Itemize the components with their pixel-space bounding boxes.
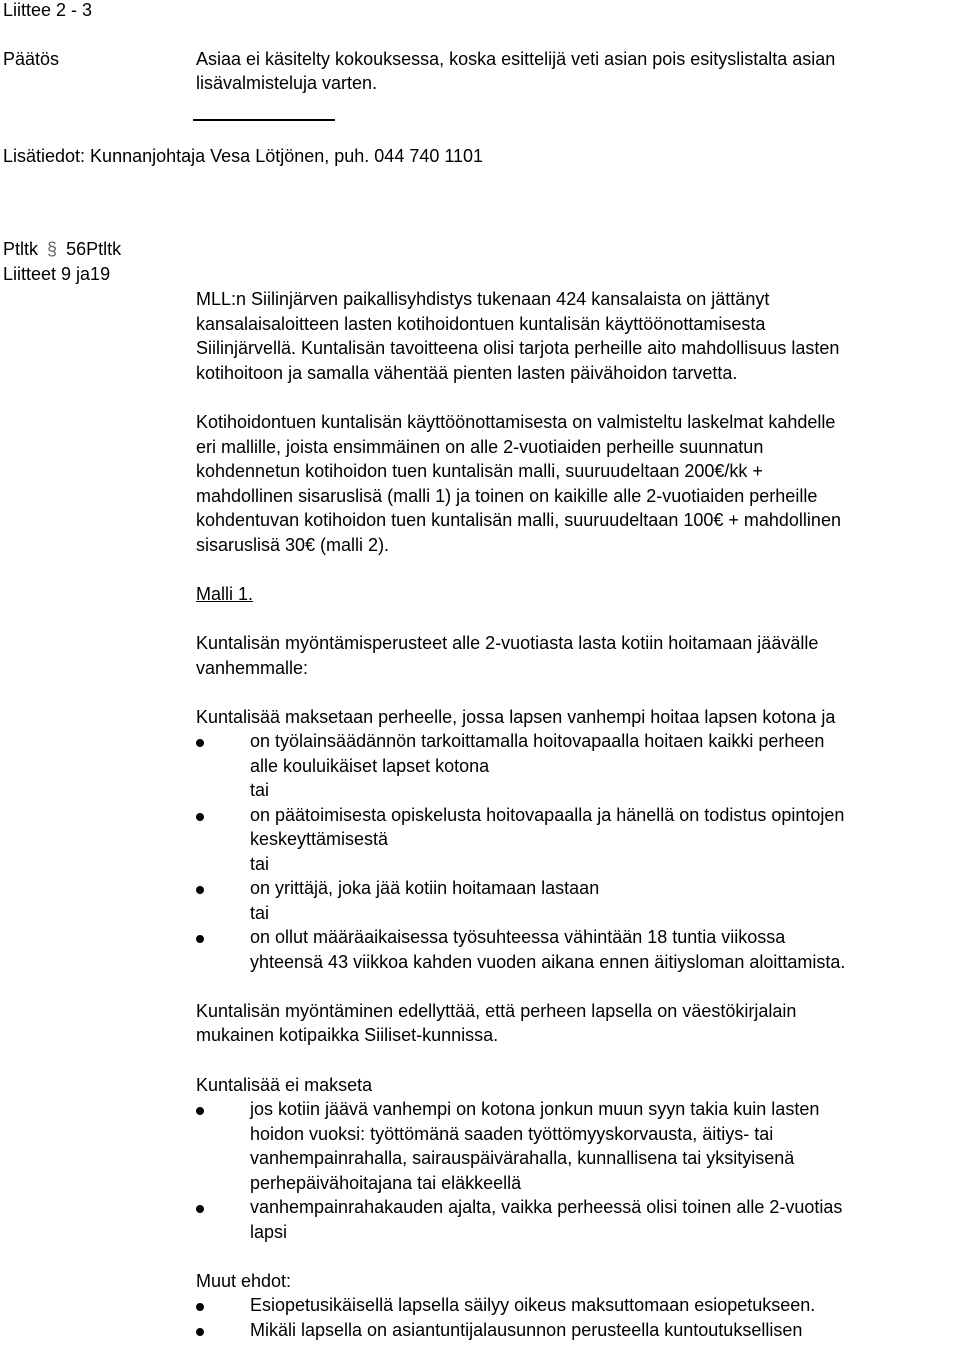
section-number: 56Ptltk — [66, 239, 122, 259]
bullet-icon — [196, 813, 204, 821]
prep-line: eri mallille, joista ensimmäinen on alle 2-vuotiaiden perheille suunnatun — [196, 437, 764, 457]
paid-item-line: keskeyttämisestä — [250, 829, 389, 849]
not-paid-item-line: perhepäivähoitajana tai eläkkeellä — [250, 1173, 522, 1193]
paid-item-line: alle kouluikäiset lapset kotona — [250, 756, 490, 776]
not-paid-item-line: vanhempainrahakauden ajalta, vaikka perheessä olisi toinen alle 2-vuotias — [250, 1197, 843, 1217]
requirement-line: mukainen kotipaikka Siiliset-kunnissa. — [196, 1025, 499, 1045]
decision-line: lisävalmisteluja varten. — [196, 73, 378, 93]
model-heading: Malli 1. — [196, 584, 254, 604]
not-paid-item-line: lapsi — [250, 1222, 288, 1242]
paid-intro: Kuntalisää maksetaan perheelle, jossa lapsen vanhempi hoitaa lapsen kotona ja — [196, 707, 836, 727]
prep-line: Kotihoidontuen kuntalisän käyttöönottamisesta on valmisteltu laskelmat kahdelle — [196, 412, 836, 432]
bullet-icon — [196, 1328, 204, 1336]
criteria-line: vanhemmalle: — [196, 658, 309, 678]
prep-line: mahdollinen sisaruslisä (malli 1) ja toinen on kaikille alle 2-vuotiaiden perheille — [196, 486, 818, 506]
not-paid-item-line: vanhempainrahalla, sairauspäivärahalla, kunnallisena tai yksityisenä — [250, 1148, 795, 1168]
section-reference — [3, 239, 121, 260]
prep-line: sisaruslisä 30€ (malli 2). — [196, 535, 390, 555]
bullet-icon — [196, 935, 204, 943]
intro-line: Siilinjärvellä. Kuntalisän tavoitteena olisi tarjota perheille aito mahdollisuus lasten — [196, 338, 840, 358]
attachment-label: Liittee 2 - 3 — [3, 0, 93, 20]
section-prefix: Ptltk — [3, 239, 39, 259]
attachments-label: Liitteet 9 ja19 — [3, 264, 111, 284]
paid-item-line: on päätoimisesta opiskelusta hoitovapaalla ja hänellä on todistus opintojen — [250, 805, 845, 825]
prep-line: kohdentuvan kotihoidon tuen kuntalisän malli, suuruudeltaan 100€ + mahdollinen — [196, 510, 841, 530]
decision-line: Asiaa ei käsitelty kokouksessa, koska esittelijä veti asian pois esityslistalta asian — [196, 49, 836, 69]
bullet-icon — [196, 1205, 204, 1213]
bullet-icon — [196, 1107, 204, 1115]
criteria-line: Kuntalisän myöntämisperusteet alle 2-vuotiasta lasta kotiin hoitamaan jäävälle — [196, 633, 819, 653]
contact-info: Lisätiedot: Kunnanjohtaja Vesa Lötjönen, puh. 044 740 1101 — [3, 146, 484, 166]
other-heading: Muut ehdot: — [196, 1271, 292, 1291]
not-paid-heading: Kuntalisää ei makseta — [196, 1075, 373, 1095]
paid-item-line: yhteensä 43 viikkoa kahden vuoden aikana ennen äitiysloman aloittamista. — [250, 952, 846, 972]
or-word: tai — [250, 854, 270, 874]
bullet-icon — [196, 739, 204, 747]
other-item: Esiopetusikäisellä lapsella säilyy oikeus maksuttomaan esiopetukseen. — [250, 1295, 816, 1315]
requirement-line: Kuntalisän myöntäminen edellyttää, että perheen lapsella on väestökirjalain — [196, 1001, 797, 1021]
intro-line: MLL:n Siilinjärven paikallisyhdistys tukenaan 424 kansalaista on jättänyt — [196, 289, 770, 309]
not-paid-item-line: hoidon vuoksi: työttömänä saaden työttömyyskorvausta, äitiys- tai — [250, 1124, 774, 1144]
other-item: Mikäli lapsella on asiantuntijalausunnon perusteella kuntoutuksellisen — [250, 1320, 803, 1340]
bullet-icon — [196, 1303, 204, 1311]
separator-line — [193, 119, 335, 121]
paid-item-line: on yrittäjä, joka jää kotiin hoitamaan lastaan — [250, 878, 600, 898]
not-paid-item-line: jos kotiin jäävä vanhempi on kotona jonkun muun syyn takia kuin lasten — [250, 1099, 820, 1119]
or-word: tai — [250, 903, 270, 923]
paid-item-line: on ollut määräaikaisessa työsuhteessa vähintään 18 tuntia viikossa — [250, 927, 786, 947]
intro-line: kansalaisaloitteen lasten kotihoidontuen kuntalisän käyttöönottamisesta — [196, 314, 766, 334]
section-sign: § — [47, 239, 58, 259]
bullet-icon — [196, 886, 204, 894]
prep-line: kohdennetun kotihoidon tuen kuntalisän malli, suuruudeltaan 200€/kk + — [196, 461, 763, 481]
intro-line: kotihoitoon ja samalla vähentää pienten lasten päivähoidon tarvetta. — [196, 363, 738, 383]
decision-label: Päätös — [3, 49, 60, 69]
or-word: tai — [250, 780, 270, 800]
paid-item-line: on työlainsäädännön tarkoittamalla hoitovapaalla hoitaen kaikki perheen — [250, 731, 825, 751]
